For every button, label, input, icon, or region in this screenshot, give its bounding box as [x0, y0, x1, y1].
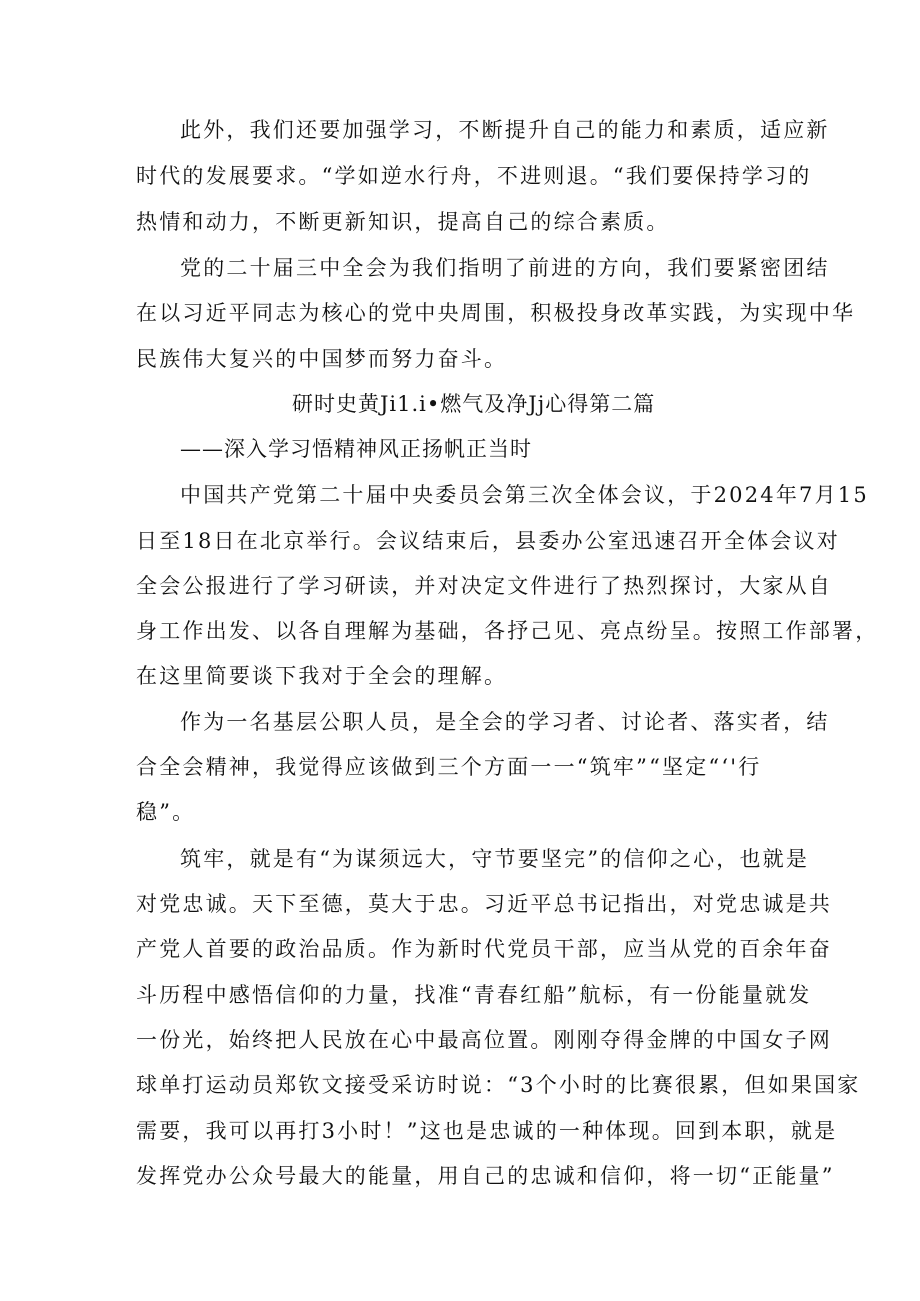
paragraph-line: 球单打运动员郑钦文接受采访时说：“3个小时的比赛很累，但如果国家	[136, 1073, 861, 1097]
paragraph-line: 斗历程中感悟信仰的力量，找准“青春红船”航标，有一份能量就发	[136, 983, 812, 1007]
paragraph-line: 一份光，始终把人民放在心中最高位置。刚刚夺得金牌的中国女子网	[136, 1028, 832, 1052]
paragraph-line: 日至18日在北京举行。会议结束后，县委办公室迅速召开全体会议对	[136, 529, 840, 553]
section-title: 研时史黄Ji1.i•燃气及净Jj心得第二篇	[292, 392, 656, 416]
paragraph-line: 党的二十届三中全会为我们指明了前进的方向，我们要紧密团结	[180, 256, 830, 280]
paragraph-line: 稳”。	[136, 800, 196, 824]
paragraph-line: 作为一名基层公职人员，是全会的学习者、讨论者、落实者，结	[180, 710, 830, 734]
paragraph-line: 全会公报进行了学习研读，并对决定文件进行了热烈探讨，大家从自	[136, 574, 832, 598]
paragraph-line: 发挥党办公众号最大的能量，用自己的忠诚和信仰，将一切“正能量”	[136, 1164, 835, 1188]
paragraph-line: 合全会精神，我觉得应该做到三个方面一一“筑牢”“坚定“‘'行	[136, 755, 762, 779]
paragraph-line: 筑牢，就是有“为谋须远大，守节要坚完”的信仰之心，也就是	[180, 847, 810, 871]
paragraph-line: 产党人首要的政治品质。作为新时代党员干部，应当从党的百余年奋	[136, 937, 832, 961]
paragraph-line: 中国共产党第二十届中央委员会第三次全体会议，于2024年7月15	[180, 483, 869, 507]
paragraph-line: 身工作出发、以各自理解为基础，各抒己见、亮点纷呈。按照工作部署，	[136, 619, 879, 643]
paragraph-line: 此外，我们还要加强学习，不断提升自己的能力和素质，适应新	[180, 118, 830, 142]
paragraph-line: 需要，我可以再打3小时！”这也是忠诚的一种体现。回到本职，就是	[136, 1119, 838, 1143]
paragraph-line: 对党忠诚。天下至德，莫大于忠。习近平总书记指出，对党忠诚是共	[136, 892, 832, 916]
section-subtitle: ——深入学习悟精神风正扬帆正当时	[180, 437, 532, 461]
paragraph-line: 时代的发展要求。“学如逆水行舟，不进则退。“我们要保持学习的	[136, 164, 812, 188]
paragraph-line: 在这里简要谈下我对于全会的理解。	[136, 664, 508, 688]
paragraph-line: 热情和动力，不断更新知识，提高自己的综合素质。	[136, 210, 670, 234]
paragraph-line: 民族伟大复兴的中国梦而努力奋斗。	[136, 347, 508, 371]
paragraph-line: 在以习近平同志为核心的党中央周围，积极投身改革实践，为实现中华	[136, 301, 856, 325]
